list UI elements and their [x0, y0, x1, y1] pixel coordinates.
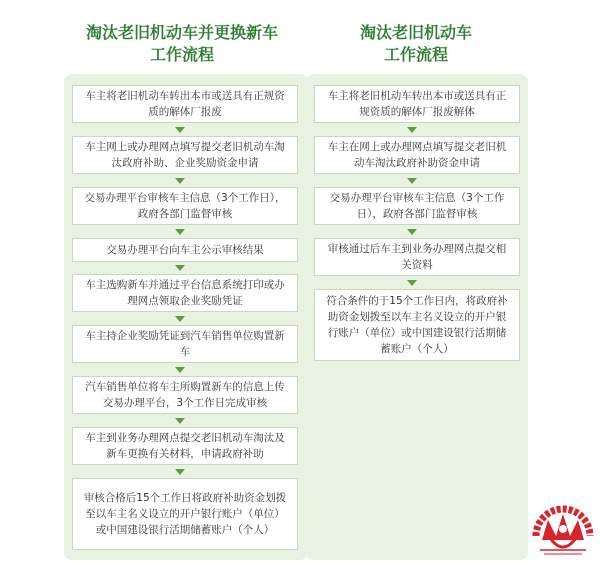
- left-arrow-5: [175, 316, 185, 322]
- left-arrow-7: [175, 418, 185, 424]
- market-stamp-logo: [528, 496, 598, 560]
- right-arrow-4: [407, 280, 417, 286]
- left-step-6: 车主持企业奖励凭证到汽车销售单位购置新车: [72, 325, 298, 363]
- left-title-line1: 淘汰老旧机动车并更换新车: [85, 23, 278, 42]
- left-step-2: 车主网上或办理网点填写提交老旧机动车淘汰政府补助、企业奖励资金申请: [72, 136, 298, 174]
- right-flow-title: [306, 22, 526, 66]
- left-arrow-8: [175, 469, 185, 475]
- left-arrow-6: [175, 367, 185, 373]
- left-arrow-2: [175, 178, 185, 184]
- left-arrow-4: [175, 265, 185, 271]
- left-flow-title: [62, 22, 302, 66]
- left-title-line2: 工作流程: [149, 45, 214, 64]
- left-step-9: 审核合格后15个工作日将政府补助资金划拨至以车主名义设立的开户银行账户（单位）或中国建设银行活期储蓄账户（个人）: [72, 478, 298, 550]
- left-step-8: 车主到业务办理网点提交老旧机动车淘汰及新车更换有关材料，申请政府补助: [72, 427, 298, 465]
- left-step-3: 交易办理平台审核车主信息（3个工作日），政府各部门监督审核: [72, 187, 298, 225]
- right-arrow-2: [407, 178, 417, 184]
- right-title-line1: 淘汰老旧机动车: [359, 23, 472, 42]
- right-step-2: 车主在网上或办理网点填写提交老旧机动车淘汰政府补助资金申请: [314, 136, 520, 174]
- right-arrow-1: [407, 127, 417, 133]
- right-step-1: 车主将老旧机动车转出本市或送具有正规资质的解体厂报废解体: [314, 85, 520, 123]
- right-arrow-3: [407, 229, 417, 235]
- left-step-5: 车主选购新车并通过平台信息系统打印或办理网点领取企业奖励凭证: [72, 274, 298, 312]
- right-step-3: 交易办理平台审核车主信息（3个工作日），政府各部门监督审核: [314, 187, 520, 225]
- right-title-line2: 工作流程: [383, 45, 448, 64]
- left-arrow-3: [175, 229, 185, 235]
- left-step-1: 车主将老旧机动车转出本市或送具有正规资质的解体厂报废: [72, 85, 298, 123]
- right-step-5: 符合条件的于15个工作日内，将政府补助资金划拨至以车主名义设立的开户银行账户（单位）或中国建设银行活期储蓄账户（个人）: [314, 289, 520, 361]
- left-step-4: 交易办理平台向车主公示审核结果: [72, 238, 298, 262]
- left-step-7: 汽车销售单位将车主所购置新车的信息上传交易办理平台，3个工作日完成审核: [72, 376, 298, 414]
- left-arrow-1: [175, 127, 185, 133]
- right-step-4: 审核通过后车主到业务办理网点提交相关资料: [314, 238, 520, 276]
